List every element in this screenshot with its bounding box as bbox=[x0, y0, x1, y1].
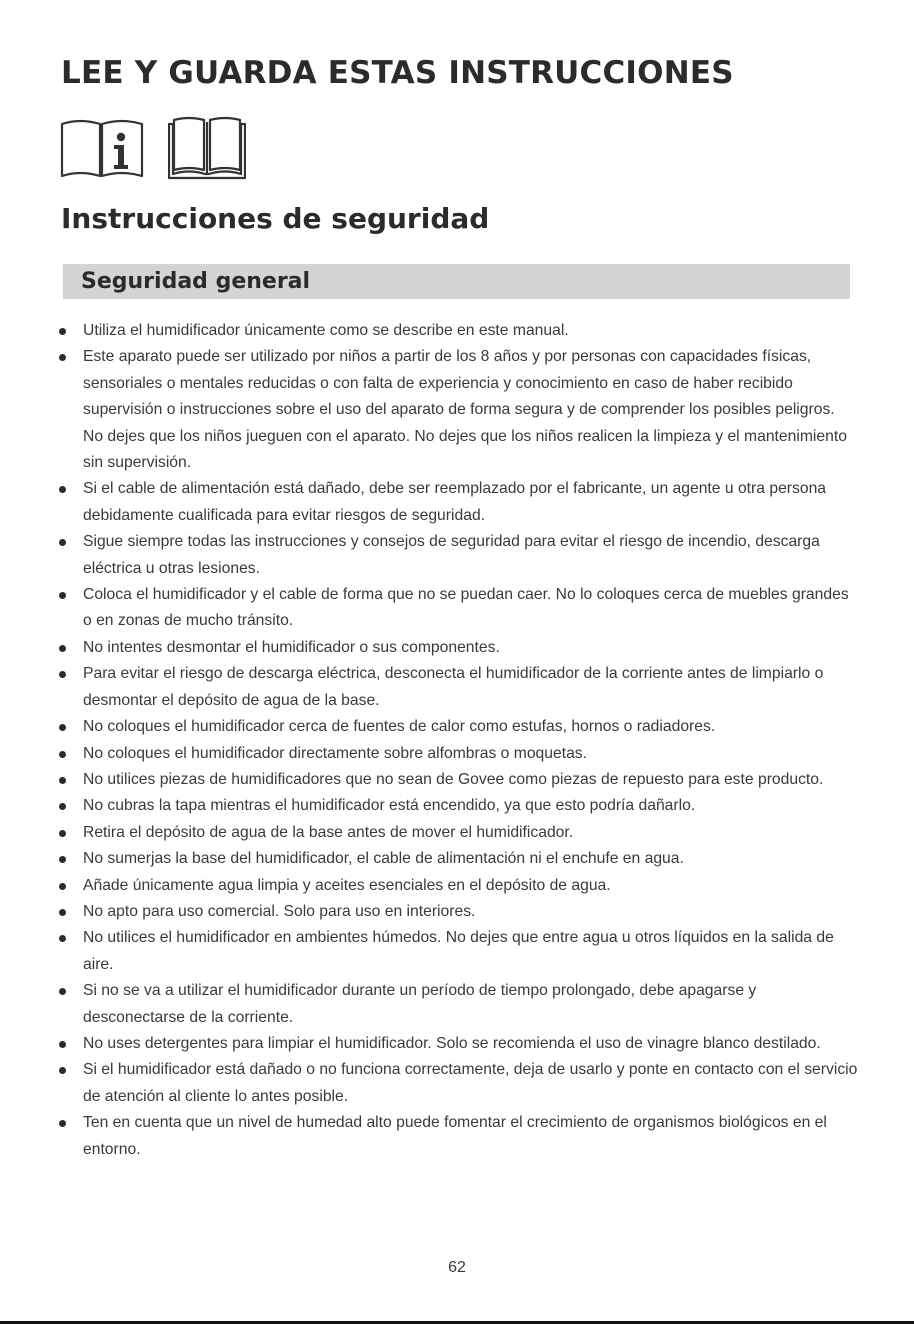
list-item: Para evitar el riesgo de descarga eléctrica, desconecta el humidificador de la corriente antes de limpiarlo o desmontar el depósito de agua de la base. bbox=[58, 661, 858, 714]
subsection-title: Seguridad general bbox=[81, 269, 311, 294]
list-item: Sigue siempre todas las instrucciones y consejos de seguridad para evitar el riesgo de incendio, descarga eléctrica u otras lesiones. bbox=[58, 529, 858, 582]
page-title: LEE Y GUARDA ESTAS INSTRUCCIONES bbox=[61, 55, 734, 91]
list-item: Coloca el humidificador y el cable de forma que no se puedan caer. No lo coloques cerca de muebles grandes o en zonas de mucho tránsito. bbox=[58, 582, 858, 635]
page-number: 62 bbox=[448, 1259, 466, 1276]
list-item: Añade únicamente agua limpia y aceites esenciales en el depósito de agua. bbox=[58, 873, 858, 899]
list-item: Ten en cuenta que un nivel de humedad alto puede fomentar el crecimiento de organismos biológicos en el entorno. bbox=[58, 1110, 858, 1163]
list-item: No uses detergentes para limpiar el humidificador. Solo se recomienda el uso de vinagre blanco destilado. bbox=[58, 1031, 858, 1057]
list-item: No utilices el humidificador en ambientes húmedos. No dejes que entre agua u otros líquidos en la salida de aire. bbox=[58, 925, 858, 978]
list-item: No intentes desmontar el humidificador o sus componentes. bbox=[58, 635, 858, 661]
list-item: Este aparato puede ser utilizado por niños a partir de los 8 años y por personas con capacidades físicas, sensoriales o mentales reducidas o con falta de experiencia y conocimiento en caso de haber recibido supervisión o instrucciones sobre el uso del aparato de forma segura y de comprender los posibles peligros. No dejes que los niños jueguen con el aparato. No dejes que los niños realicen la limpieza y el mantenimiento sin supervisión. bbox=[58, 344, 858, 476]
list-item: No coloques el humidificador cerca de fuentes de calor como estufas, hornos o radiadores. bbox=[58, 714, 858, 740]
list-item: No apto para uso comercial. Solo para uso en interiores. bbox=[58, 899, 858, 925]
list-item: No utilices piezas de humidificadores que no sean de Govee como piezas de repuesto para este producto. bbox=[58, 767, 858, 793]
list-item: Si el cable de alimentación está dañado, debe ser reemplazado por el fabricante, un agente u otra persona debidamente cualificada para evitar riesgos de seguridad. bbox=[58, 476, 858, 529]
list-item: No coloques el humidificador directamente sobre alfombras o moquetas. bbox=[58, 741, 858, 767]
open-book-icon bbox=[168, 116, 246, 180]
info-manual-icon bbox=[60, 116, 144, 180]
subsection-header bbox=[63, 264, 850, 299]
list-item: No sumerjas la base del humidificador, el cable de alimentación ni el enchufe en agua. bbox=[58, 846, 858, 872]
list-item: Si el humidificador está dañado o no funciona correctamente, deja de usarlo y ponte en contacto con el servicio de atención al cliente lo antes posible. bbox=[58, 1057, 858, 1110]
safety-instructions-list bbox=[58, 318, 858, 1163]
section-title: Instrucciones de seguridad bbox=[61, 202, 490, 235]
list-item: Utiliza el humidificador únicamente como se describe en este manual. bbox=[58, 318, 858, 344]
manual-icons bbox=[60, 116, 250, 180]
list-item: No cubras la tapa mientras el humidificador está encendido, ya que esto podría dañarlo. bbox=[58, 793, 858, 819]
list-item: Retira el depósito de agua de la base antes de mover el humidificador. bbox=[58, 820, 858, 846]
list-item: Si no se va a utilizar el humidificador durante un período de tiempo prolongado, debe apagarse y desconectarse de la corriente. bbox=[58, 978, 858, 1031]
